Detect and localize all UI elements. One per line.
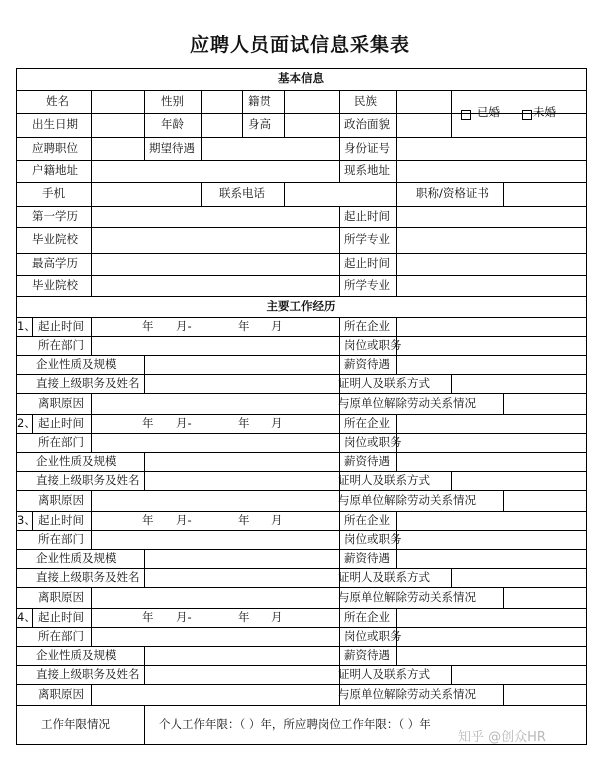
salary-label: 薪资待遇	[344, 357, 390, 371]
department-label: 所在部门	[38, 338, 84, 352]
grid-line	[451, 90, 452, 138]
start-end-label: 起止时间	[38, 416, 84, 430]
grid-line	[16, 113, 587, 114]
grid-line	[451, 374, 452, 394]
grid-line	[91, 684, 92, 706]
grid-line	[339, 414, 340, 434]
grid-line	[201, 90, 202, 138]
grid-line	[144, 705, 145, 745]
grid-line	[16, 227, 587, 228]
grid-line	[16, 90, 587, 91]
grid-line	[91, 490, 92, 512]
first-degree-label: 第一学历	[32, 209, 78, 223]
grid-line	[396, 452, 397, 472]
grid-line	[16, 68, 587, 69]
major-label: 所学专业	[344, 278, 390, 292]
year-label: 年	[238, 319, 250, 333]
month-label: 月	[271, 416, 283, 430]
company-type-label: 企业性质及规模	[36, 551, 117, 565]
grid-line	[16, 490, 587, 491]
grid-line	[396, 253, 397, 276]
married-label: 已婚	[477, 105, 500, 119]
reference-label: 证明人及联系方式	[338, 376, 430, 390]
grid-line	[503, 587, 504, 609]
grid-line	[339, 275, 340, 297]
grid-line	[16, 587, 587, 588]
company-label: 所在企业	[344, 610, 390, 624]
grid-line	[16, 433, 587, 434]
contact-phone-label: 联系电话	[219, 186, 265, 200]
company-label: 所在企业	[344, 416, 390, 430]
grid-line	[91, 587, 92, 609]
month-label: 月-	[176, 416, 192, 430]
grid-line	[16, 530, 587, 531]
grid-line	[396, 608, 397, 628]
supervisor-label: 直接上级职务及姓名	[36, 376, 140, 390]
grid-line	[16, 568, 587, 569]
grid-line	[16, 68, 17, 745]
grid-line	[144, 452, 145, 472]
grid-line	[16, 452, 587, 453]
position-label: 应聘职位	[32, 141, 78, 155]
entry-index: 4、	[17, 610, 36, 624]
grid-line	[91, 182, 92, 207]
grid-line	[91, 160, 92, 183]
job-title-label: 岗位或职务	[344, 629, 402, 643]
grid-line	[144, 549, 145, 569]
grid-line	[16, 355, 587, 356]
highest-degree-label: 最高学历	[32, 256, 78, 270]
grid-line	[396, 182, 397, 207]
work-years-text: 个人工作年限：（ ）年，所应聘岗位工作年限：（ ）年	[159, 717, 431, 731]
year-label: 年	[142, 319, 154, 333]
grid-line	[16, 160, 587, 161]
grid-line	[91, 275, 92, 297]
grid-line	[339, 160, 340, 183]
grid-line	[16, 665, 587, 666]
grid-line	[91, 414, 92, 434]
start-end-label: 起止时间	[38, 610, 84, 624]
grid-line	[16, 275, 587, 276]
form-title: 应聘人员面试信息采集表	[189, 34, 410, 56]
grid-line	[396, 90, 397, 138]
reference-label: 证明人及联系方式	[338, 570, 430, 584]
id-number-label: 身份证号	[344, 141, 390, 155]
year-label: 年	[238, 610, 250, 624]
grid-line	[339, 317, 340, 337]
year-label: 年	[142, 610, 154, 624]
grid-line	[503, 684, 504, 706]
job-title-label: 岗位或职务	[344, 532, 402, 546]
current-address-label: 现系地址	[344, 163, 390, 177]
grid-line	[339, 530, 340, 550]
grid-line	[91, 137, 92, 161]
grid-line	[16, 374, 587, 375]
grid-line	[91, 393, 92, 415]
grid-line	[91, 608, 92, 628]
grid-line	[16, 137, 587, 138]
month-label: 月	[271, 610, 283, 624]
termination-label: 与原单位解除劳动关系情况	[338, 396, 476, 410]
supervisor-label: 直接上级职务及姓名	[36, 667, 140, 681]
grid-line	[201, 137, 202, 161]
major-label: 所学专业	[344, 232, 390, 246]
grid-line	[16, 646, 587, 647]
grid-line	[284, 90, 285, 138]
household-address-label: 户籍地址	[32, 163, 78, 177]
grid-line	[16, 206, 587, 207]
grid-line	[503, 182, 504, 207]
graduated-school-label: 毕业院校	[32, 232, 78, 246]
salary-label: 薪资待遇	[344, 551, 390, 565]
grid-line	[16, 549, 587, 550]
grid-line	[144, 665, 145, 685]
grid-line	[16, 253, 587, 254]
company-type-label: 企业性质及规模	[36, 454, 117, 468]
grid-line	[339, 90, 340, 138]
grid-line	[91, 253, 92, 276]
grid-line	[91, 530, 92, 550]
grid-line	[16, 317, 587, 318]
grid-line	[396, 206, 397, 228]
grid-line	[16, 608, 587, 609]
grid-line	[586, 68, 587, 745]
grid-line	[396, 160, 397, 183]
grid-line	[339, 627, 340, 647]
company-type-label: 企业性质及规模	[36, 648, 117, 662]
grid-line	[396, 317, 397, 337]
grid-line	[91, 90, 92, 138]
birth-date-label: 出生日期	[32, 117, 78, 131]
job-title-label: 岗位或职务	[344, 435, 402, 449]
company-label: 所在企业	[344, 319, 390, 333]
grid-line	[396, 355, 397, 375]
grid-line	[16, 511, 587, 512]
grid-line	[451, 471, 452, 491]
department-label: 所在部门	[38, 532, 84, 546]
grid-line	[144, 137, 145, 161]
grid-line	[16, 336, 587, 337]
grid-line	[201, 182, 202, 207]
start-end-time-label: 起止时间	[344, 256, 390, 270]
grid-line	[396, 511, 397, 531]
grid-line	[144, 355, 145, 375]
grid-line	[242, 90, 243, 138]
start-end-time-label: 起止时间	[344, 209, 390, 223]
leave-reason-label: 离职原因	[38, 396, 84, 410]
grid-line	[339, 355, 340, 375]
grid-line	[396, 646, 397, 666]
native-place-label: 籍贯	[248, 94, 271, 108]
entry-index: 1、	[17, 319, 36, 333]
entry-index: 3、	[17, 513, 36, 527]
grid-line	[16, 414, 587, 415]
graduated-school-label: 毕业院校	[32, 278, 78, 292]
job-title-label: 岗位或职务	[344, 338, 402, 352]
grid-line	[16, 296, 587, 297]
grid-line	[451, 568, 452, 588]
grid-line	[91, 336, 92, 356]
work-years-label: 工作年限情况	[41, 717, 110, 731]
month-label: 月-	[176, 610, 192, 624]
grid-line	[91, 317, 92, 337]
year-label: 年	[238, 416, 250, 430]
grid-line	[144, 90, 145, 138]
grid-line	[91, 433, 92, 453]
grid-line	[16, 705, 587, 706]
grid-line	[16, 684, 587, 685]
leave-reason-label: 离职原因	[38, 590, 84, 604]
mobile-label: 手机	[42, 186, 65, 200]
start-end-label: 起止时间	[38, 319, 84, 333]
grid-line	[339, 549, 340, 569]
grid-line	[144, 374, 145, 394]
grid-line	[339, 206, 340, 228]
basic-info-header: 基本信息	[278, 71, 324, 85]
age-label: 年龄	[161, 117, 184, 131]
expected-pay-label: 期望待遇	[149, 141, 195, 155]
supervisor-label: 直接上级职务及姓名	[36, 473, 140, 487]
termination-label: 与原单位解除劳动关系情况	[338, 687, 476, 701]
grid-line	[339, 452, 340, 472]
height-label: 身高	[248, 117, 271, 131]
grid-line	[16, 471, 587, 472]
grid-line	[396, 137, 397, 161]
grid-line	[339, 336, 340, 356]
grid-line	[339, 227, 340, 254]
political-status-label: 政治面貌	[344, 117, 390, 131]
grid-line	[503, 393, 504, 415]
reference-label: 证明人及联系方式	[338, 473, 430, 487]
reference-label: 证明人及联系方式	[338, 667, 430, 681]
grid-line	[144, 646, 145, 666]
grid-line	[16, 627, 587, 628]
grid-line	[396, 414, 397, 434]
grid-line	[339, 608, 340, 628]
company-type-label: 企业性质及规模	[36, 357, 117, 371]
department-label: 所在部门	[38, 629, 84, 643]
supervisor-label: 直接上级职务及姓名	[36, 570, 140, 584]
ethnicity-label: 民族	[354, 94, 377, 108]
grid-line	[339, 253, 340, 276]
grid-line	[339, 433, 340, 453]
salary-label: 薪资待遇	[344, 454, 390, 468]
month-label: 月	[271, 319, 283, 333]
watermark: 知乎 @创众HR	[458, 730, 546, 745]
year-label: 年	[142, 513, 154, 527]
year-label: 年	[238, 513, 250, 527]
grid-line	[284, 182, 285, 207]
department-label: 所在部门	[38, 435, 84, 449]
termination-label: 与原单位解除劳动关系情况	[338, 590, 476, 604]
month-label: 月	[271, 513, 283, 527]
grid-line	[451, 665, 452, 685]
grid-line	[396, 227, 397, 254]
grid-line	[503, 490, 504, 512]
grid-line	[91, 627, 92, 647]
interview-info-form	[16, 68, 586, 744]
entry-index: 2、	[17, 416, 36, 430]
grid-line	[91, 511, 92, 531]
grid-line	[144, 568, 145, 588]
grid-line	[339, 511, 340, 531]
termination-label: 与原单位解除劳动关系情况	[338, 493, 476, 507]
grid-line	[91, 206, 92, 228]
leave-reason-label: 离职原因	[38, 493, 84, 507]
salary-label: 薪资待遇	[344, 648, 390, 662]
grid-line	[396, 275, 397, 297]
name-label: 姓名	[46, 94, 69, 108]
grid-line	[396, 549, 397, 569]
title-cert-label: 职称/资格证书	[416, 186, 489, 200]
married-checkbox[interactable]	[461, 110, 471, 120]
month-label: 月-	[176, 513, 192, 527]
month-label: 月-	[176, 319, 192, 333]
work-experience-header: 主要工作经历	[266, 299, 336, 313]
grid-line	[91, 227, 92, 254]
start-end-label: 起止时间	[38, 513, 84, 527]
year-label: 年	[142, 416, 154, 430]
grid-line	[16, 393, 587, 394]
grid-line	[144, 471, 145, 491]
gender-label: 性别	[161, 94, 184, 108]
grid-line	[339, 137, 340, 161]
unmarried-checkbox[interactable]	[522, 110, 532, 120]
company-label: 所在企业	[344, 513, 390, 527]
grid-line	[16, 182, 587, 183]
unmarried-label: 未婚	[533, 105, 556, 119]
grid-line	[339, 646, 340, 666]
leave-reason-label: 离职原因	[38, 687, 84, 701]
